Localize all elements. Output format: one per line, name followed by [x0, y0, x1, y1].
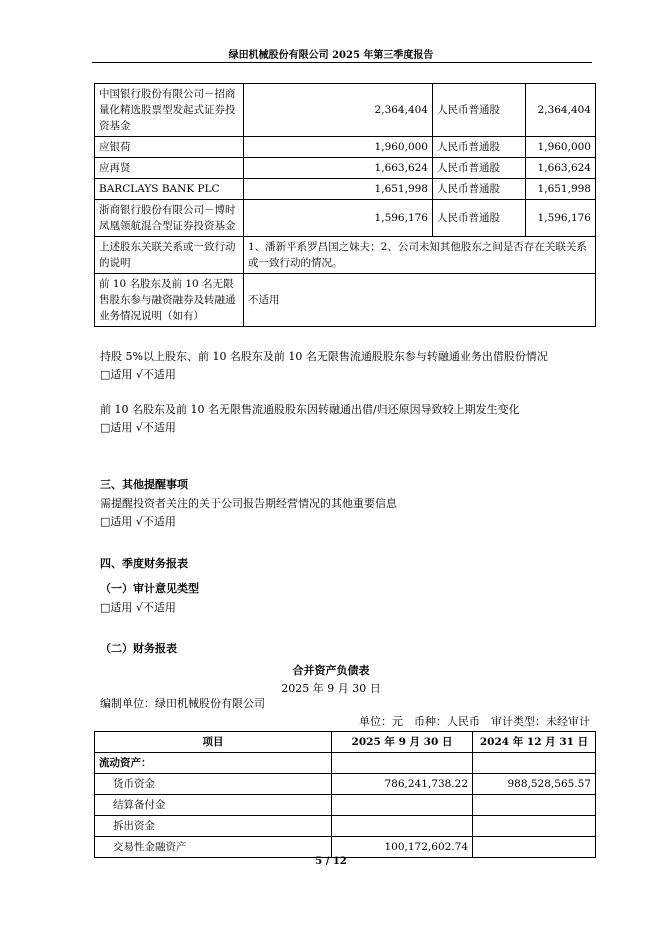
applicability-choice: □适用 √不适用 [100, 421, 176, 434]
share-type: 人民币普通股 [433, 84, 526, 137]
applicability-choice: □适用 √不适用 [100, 601, 176, 614]
value-current [332, 816, 473, 837]
table-row [95, 274, 596, 327]
page-number: 5 / 12 [315, 856, 347, 867]
share-quantity: 1,960,000 [244, 137, 433, 158]
value-current [332, 795, 473, 816]
share-quantity: 1,651,998 [244, 179, 433, 200]
empty-cell [332, 753, 473, 774]
page-header: 绿田机械股份有限公司 2025 年第三季度报告 [228, 50, 434, 61]
section3-body [100, 495, 397, 531]
table-row [95, 237, 596, 274]
value-prior [473, 795, 596, 816]
value-prior [473, 837, 596, 858]
share-quantity-2: 1,596,176 [526, 200, 596, 237]
statement-unit: 单位：元 币种：人民币 审计类型：未经审计 [359, 715, 590, 728]
value-current: 786,241,738.22 [332, 774, 473, 795]
column-header-item: 项目 [95, 732, 332, 753]
share-quantity: 1,596,176 [244, 200, 433, 237]
share-quantity-2: 2,364,404 [526, 84, 596, 137]
share-quantity: 2,364,404 [244, 84, 433, 137]
balance-sheet-table [94, 731, 596, 858]
share-quantity-2: 1,960,000 [526, 137, 596, 158]
table-row [95, 816, 596, 837]
shareholder-name: 浙商银行股份有限公司－博时凤凰领航混合型证券投资基金 [95, 200, 244, 237]
statement-date: 2025 年 9 月 30 日 [281, 682, 381, 695]
share-type: 人民币普通股 [433, 179, 526, 200]
subsection-audit-title: （一）审计意见类型 [100, 582, 199, 595]
line-item: 结算备付金 [95, 795, 332, 816]
table-row [95, 84, 596, 137]
table-row [95, 179, 596, 200]
paragraph-text: 持股 5%以上股东、前 10 名股东及前 10 名无限售流通股股东参与转融通业务出借股份情况 [100, 350, 548, 363]
share-quantity-2: 1,651,998 [526, 179, 596, 200]
line-item: 交易性金融资产 [95, 837, 332, 858]
subsection-financial-title: （二）财务报表 [100, 642, 177, 655]
statement-preparer: 编制单位：绿田机械股份有限公司 [100, 697, 265, 710]
shareholder-name: 应再贤 [95, 158, 244, 179]
paragraph-change [100, 401, 520, 437]
section-title-3: 三、其他提醒事项 [100, 478, 188, 491]
table-row [95, 137, 596, 158]
shareholder-table [94, 83, 596, 327]
value-prior: 988,528,565.57 [473, 774, 596, 795]
table-row [95, 795, 596, 816]
section-title-4: 四、季度财务报表 [100, 557, 188, 570]
paragraph-text: 前 10 名股东及前 10 名无限售流通股股东因转融通出借/归还原因导致较上期发生变化 [100, 403, 520, 416]
table-row [95, 158, 596, 179]
share-type: 人民币普通股 [433, 200, 526, 237]
paragraph-lending [100, 348, 548, 384]
applicability-choice: □适用 √不适用 [100, 368, 176, 381]
value-current: 100,172,602.74 [332, 837, 473, 858]
header-divider [92, 62, 592, 63]
section-label: 流动资产： [95, 753, 332, 774]
empty-cell [473, 753, 596, 774]
relation-text: 1、潘新平系罗昌国之妹夫；2、公司未知其他股东之间是否存在关联关系或一致行动的情况。 [244, 237, 596, 274]
value-prior [473, 816, 596, 837]
share-quantity-2: 1,663,624 [526, 158, 596, 179]
share-type: 人民币普通股 [433, 137, 526, 158]
share-type: 人民币普通股 [433, 158, 526, 179]
table-row [95, 753, 596, 774]
applicability-choice: □适用 √不适用 [100, 515, 176, 528]
table-header-row [95, 732, 596, 753]
table-row [95, 774, 596, 795]
line-item: 拆出资金 [95, 816, 332, 837]
shareholder-name: BARCLAYS BANK PLC [95, 179, 244, 200]
line-item: 货币资金 [95, 774, 332, 795]
relation-label: 上述股东关联关系或一致行动的说明 [95, 237, 244, 274]
margin-label: 前 10 名股东及前 10 名无限售股东参与融资融券及转融通业务情况说明（如有） [95, 274, 244, 327]
table-row [95, 837, 596, 858]
column-header-current: 2025 年 9 月 30 日 [332, 732, 473, 753]
paragraph-text: 需提醒投资者关注的关于公司报告期经营情况的其他重要信息 [100, 497, 397, 510]
margin-text: 不适用 [244, 274, 596, 327]
shareholder-name: 中国银行股份有限公司－招商量化精选股票型发起式证券投资基金 [95, 84, 244, 137]
table-row [95, 200, 596, 237]
statement-title: 合并资产负债表 [292, 664, 370, 677]
column-header-prior: 2024 年 12 月 31 日 [473, 732, 596, 753]
shareholder-name: 应银荷 [95, 137, 244, 158]
share-quantity: 1,663,624 [244, 158, 433, 179]
